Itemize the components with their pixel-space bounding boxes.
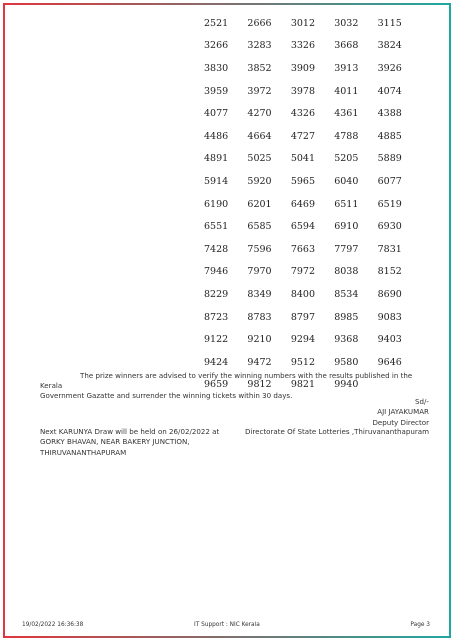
winning-number: 3266	[204, 40, 229, 52]
winning-number: 5025	[247, 153, 272, 165]
winning-number: 7797	[334, 243, 359, 255]
winning-number: 3115	[377, 17, 402, 29]
winning-number: 8400	[290, 288, 315, 300]
winning-number: 6551	[204, 221, 229, 233]
winning-number: 3283	[247, 40, 272, 52]
signature-sd: Sd/-	[415, 397, 429, 406]
notice-line-1: The prize winners are advised to verify the winning numbers with the results published in the Kerala	[40, 371, 413, 390]
winning-number: 4891	[204, 153, 229, 165]
notice-line-2: Government Gazatte and surrender the winning tickets within 30 days.	[40, 391, 293, 400]
winning-number: 3972	[247, 85, 272, 97]
winning-number: 9512	[290, 356, 315, 368]
footer-datetime: 19/02/2022 16:36:38	[22, 622, 84, 628]
winning-number: 3959	[204, 85, 229, 97]
winning-number: 4077	[204, 108, 229, 120]
next-draw-line-1: Next KARUNYA Draw will be held on 26/02/2022 at	[40, 427, 220, 436]
winning-number: 8797	[290, 311, 315, 323]
winning-number: 9083	[377, 311, 402, 323]
number-row	[196, 102, 421, 125]
winning-number: 3326	[290, 40, 315, 52]
winning-number: 4326	[290, 108, 315, 120]
winning-number: 8783	[247, 311, 272, 323]
winning-number: 7596	[247, 243, 272, 255]
winning-number: 8985	[334, 311, 359, 323]
winning-number: 9659	[204, 379, 229, 391]
winning-number: 9294	[290, 334, 315, 346]
number-row	[196, 193, 421, 216]
winning-number: 5965	[290, 175, 315, 187]
number-row	[196, 328, 421, 351]
winning-number: 9368	[334, 334, 359, 346]
winning-number: 2521	[204, 17, 229, 29]
winning-numbers-grid	[196, 12, 421, 396]
winning-number: 5914	[204, 175, 229, 187]
winning-number: 9821	[290, 379, 315, 391]
winning-number: 3824	[377, 40, 402, 52]
number-row	[196, 238, 421, 261]
winning-number: 6519	[377, 198, 402, 210]
winning-number: 4074	[377, 85, 402, 97]
winning-number: 7972	[290, 266, 315, 278]
page-footer	[22, 622, 430, 628]
winning-number: 4885	[377, 130, 402, 142]
winning-number: 4486	[204, 130, 229, 142]
winning-number: 9940	[334, 379, 359, 391]
winning-number: 8349	[247, 288, 272, 300]
winning-number: 3913	[334, 62, 359, 74]
winning-number: 9403	[377, 334, 402, 346]
winning-number: 9646	[377, 356, 402, 368]
winning-number: 4388	[377, 108, 402, 120]
winning-number: 6040	[334, 175, 359, 187]
winning-number: 6190	[204, 198, 229, 210]
winning-number: 3668	[334, 40, 359, 52]
number-row	[196, 35, 421, 58]
winning-number: 7428	[204, 243, 229, 255]
directorate-name: Directorate Of State Lotteries ,Thiruvananthapuram	[244, 427, 429, 436]
signatory-name: AJI JAYAKUMAR	[377, 407, 429, 417]
winning-number: 3909	[290, 62, 315, 74]
winning-number: 8723	[204, 311, 229, 323]
winning-number: 3012	[290, 17, 315, 29]
number-row	[196, 148, 421, 171]
number-row	[196, 283, 421, 306]
number-row	[196, 306, 421, 329]
footer-support: IT Support : NIC Kerala	[194, 622, 260, 628]
winning-number: 7970	[247, 266, 272, 278]
winning-number: 9580	[334, 356, 359, 368]
winning-number: 5041	[290, 153, 315, 165]
winning-number: 2666	[247, 17, 272, 29]
winning-number: 4727	[290, 130, 315, 142]
next-draw-line-3: THIRUVANANTHAPURAM	[40, 447, 127, 457]
next-draw-line-2: GORKY BHAVAN, NEAR BAKERY JUNCTION,	[40, 437, 190, 447]
winning-number: 9472	[247, 356, 272, 368]
winning-number: 8152	[377, 266, 402, 278]
winning-number: 6511	[334, 198, 359, 210]
winning-number: 6930	[377, 221, 402, 233]
number-row	[196, 80, 421, 103]
winning-number: 6469	[290, 198, 315, 210]
winning-number: 7663	[290, 243, 315, 255]
winning-number: 4270	[247, 108, 272, 120]
winning-number: 7946	[204, 266, 229, 278]
winning-number: 4361	[334, 108, 359, 120]
winning-number: 8690	[377, 288, 402, 300]
number-row	[196, 170, 421, 193]
number-row	[196, 215, 421, 238]
number-row	[196, 125, 421, 148]
winning-number: 3978	[290, 85, 315, 97]
winning-number: 8534	[334, 288, 359, 300]
winning-number: 8038	[334, 266, 359, 278]
winning-number: 5889	[377, 153, 402, 165]
winning-number: 6077	[377, 175, 402, 187]
notice-line	[40, 371, 432, 391]
winning-number: 4664	[247, 130, 272, 142]
winning-number: 9122	[204, 334, 229, 346]
winning-number: 4011	[334, 85, 359, 97]
winning-number: 7831	[377, 243, 402, 255]
winning-number: 6585	[247, 221, 272, 233]
number-row	[196, 12, 421, 35]
winning-number: 8229	[204, 288, 229, 300]
winning-number: 3032	[334, 17, 359, 29]
winning-number: 3830	[204, 62, 229, 74]
winning-number: 3852	[247, 62, 272, 74]
winning-number: 3926	[377, 62, 402, 74]
winning-number: 5205	[334, 153, 359, 165]
winning-number: 6594	[290, 221, 315, 233]
next-draw-info	[40, 427, 260, 458]
winning-number: 4788	[334, 130, 359, 142]
winning-number: 9812	[247, 379, 272, 391]
signatory-title: Deputy Director	[372, 417, 429, 427]
number-row	[196, 261, 421, 284]
number-row	[196, 57, 421, 80]
winning-number: 5920	[247, 175, 272, 187]
signature-block	[372, 397, 429, 428]
winning-number: 6201	[247, 198, 272, 210]
footer-page-number: Page 3	[410, 622, 430, 628]
winning-number: 9210	[247, 334, 272, 346]
winning-number: 6910	[334, 221, 359, 233]
winning-number: 9424	[204, 356, 229, 368]
